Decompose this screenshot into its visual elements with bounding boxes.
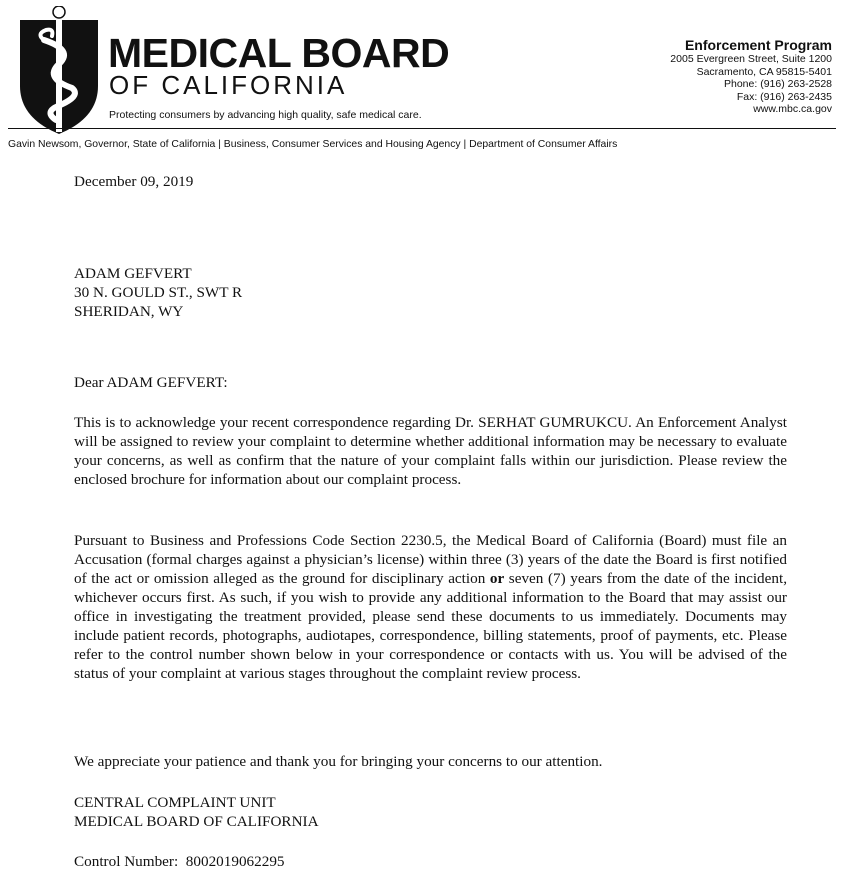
recipient-name: ADAM GEFVERT [74, 265, 192, 282]
program-contact-block [670, 37, 832, 116]
paragraph-statute [74, 531, 787, 683]
org-subname: OF CALIFORNIA [109, 70, 348, 100]
caduceus-logo-icon [14, 6, 104, 136]
control-number-value: 8002019062295 [185, 853, 285, 870]
salutation: Dear ADAM GEFVERT: [74, 374, 228, 391]
org-name: MEDICAL BOARD [108, 30, 450, 76]
tagline: Protecting consumers by advancing high quality, safe medical care. [109, 109, 422, 121]
signature-unit: CENTRAL COMPLAINT UNIT [74, 794, 276, 811]
fax-number: Fax: (916) 263-2435 [736, 90, 832, 103]
street-address: 2005 Evergreen Street, Suite 1200 [670, 53, 832, 65]
header-divider [8, 128, 836, 129]
letter-date: December 09, 2019 [74, 173, 194, 190]
recipient-street: 30 N. GOULD ST., SWT R [74, 284, 243, 301]
paragraph-closing: We appreciate your patience and thank you for bringing your concerns to our attention. [74, 753, 603, 770]
paragraph-statute-part2: seven (7) years from the date of the incident, whichever occurs first. As such, if you wish to provide any additional information to the Board that may assist our office in investigating the treatment provided, please send these documents to us immediately. Documents may include patient records, photographs, audiotapes, correspondence, billing statements, proof of payments, etc. Please refer to the control number shown below in your correspondence or contacts with us. You will be advised of the status of your complaint at various stages throughout the complaint review process. [74, 570, 787, 682]
control-number-label: Control Number: [74, 853, 179, 870]
paragraph-acknowledgement: This is to acknowledge your recent correspondence regarding Dr. SERHAT GUMRUKCU. An Enforcement Analyst will be assigned to review your complaint to determine whether additional information may be necessary to evaluate your concerns, as well as confirm that the nature of your complaint falls within our jurisdiction. Please review the enclosed brochure for information about our complaint process. [74, 414, 787, 488]
signature-board: MEDICAL BOARD OF CALIFORNIA [74, 813, 319, 830]
government-line: Gavin Newsom, Governor, State of California | Business, Consumer Services and Housing Agency | Department of Consumer Affairs [8, 139, 618, 150]
program-title: Enforcement Program [684, 37, 832, 53]
signature-block [74, 793, 787, 831]
recipient-city: SHERIDAN, WY [74, 303, 184, 320]
paragraph-statute-part1: Pursuant to Business and Professions Code Section 2230.5, the Medical Board of California (Board) must file an Accusation (formal charges against a physician’s license) within three (3) years of the date the Board is first notified of the act or omission alleged as the ground for disciplinary action [74, 532, 787, 587]
recipient-address [74, 264, 787, 321]
city-address: Sacramento, CA 95815-5401 [696, 65, 832, 78]
website-url: www.mbc.ca.gov [753, 103, 832, 115]
paragraph-statute-emphasis: or [489, 570, 505, 587]
control-number-line [74, 852, 787, 871]
phone-number: Phone: (916) 263-2528 [724, 78, 832, 90]
